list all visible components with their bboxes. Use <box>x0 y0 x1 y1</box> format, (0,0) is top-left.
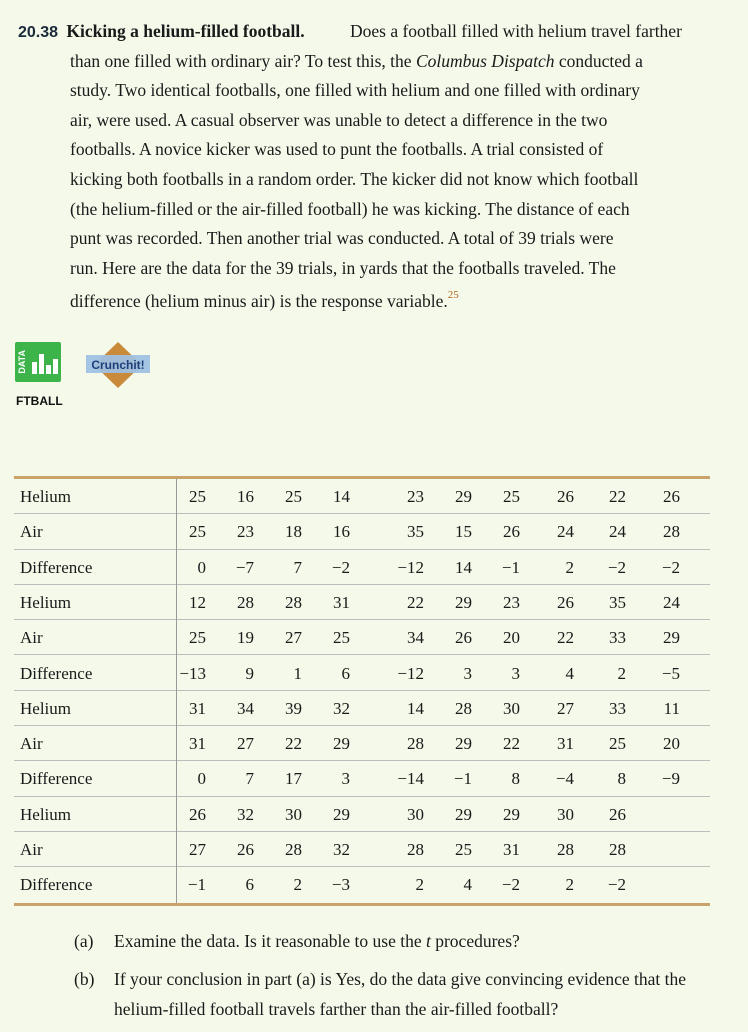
table-cell: 25 <box>189 487 206 506</box>
table-cell: −2 <box>661 557 680 577</box>
table-cell: −12 <box>397 663 424 683</box>
table-cell: 26 <box>455 628 472 648</box>
table-cell: 3 <box>341 769 350 789</box>
table-cell: 30 <box>557 804 574 824</box>
table-cell: 28 <box>455 698 472 718</box>
table-cell: 32 <box>237 804 254 824</box>
table-cell: −14 <box>397 769 424 789</box>
row-label: Difference <box>20 557 93 577</box>
table-row <box>14 761 710 796</box>
table-cell: 4 <box>565 663 574 683</box>
table-cell: 34 <box>237 698 254 718</box>
table-cell: 29 <box>455 734 472 754</box>
table-cell: 31 <box>189 734 206 754</box>
table-cell: 25 <box>503 487 520 506</box>
table-cell: 2 <box>617 663 626 683</box>
table-cell: 26 <box>557 592 574 612</box>
table-cell: 29 <box>333 804 350 824</box>
table-cell: 23 <box>503 592 520 612</box>
table-cell: 6 <box>245 875 254 895</box>
table-cell: 0 <box>197 557 206 577</box>
table-row <box>14 797 710 832</box>
row-label: Helium <box>20 804 71 824</box>
table-cell: 28 <box>609 840 626 859</box>
table-cell: 6 <box>341 663 350 683</box>
table-cell: −2 <box>607 875 626 895</box>
question-b <box>74 964 714 1024</box>
question-a <box>74 926 714 956</box>
table-cell: 32 <box>333 840 350 859</box>
table-row <box>14 550 710 585</box>
table-cell: 26 <box>663 487 680 506</box>
table-cell: 35 <box>407 522 424 542</box>
table-cell: 3 <box>511 663 520 683</box>
crunchit-icon[interactable] <box>82 340 154 390</box>
dataset-name: FTBALL <box>16 394 63 408</box>
table-cell: 19 <box>237 628 254 648</box>
table-cell: 1 <box>293 663 302 683</box>
table-cell: 23 <box>407 487 424 506</box>
footnote-marker: 25 <box>447 289 459 302</box>
problem-line: Does a football filled with helium travel farther <box>350 21 682 41</box>
table-cell: 22 <box>609 487 626 506</box>
table-cell: 30 <box>503 698 520 718</box>
table-cell: 22 <box>557 628 574 648</box>
question-label: (b) <box>74 969 95 989</box>
table-cell: 20 <box>663 734 680 754</box>
table-cell: 26 <box>237 840 254 859</box>
table-cell: 28 <box>285 592 302 612</box>
table-cell: 22 <box>503 734 520 754</box>
table-cell: 2 <box>565 557 574 577</box>
table-row <box>14 656 710 691</box>
table-cell: 7 <box>293 557 302 577</box>
problem-line: footballs. A novice kicker was used to punt the footballs. A trial consisted of <box>70 139 604 160</box>
table-cell: 23 <box>237 522 254 542</box>
table-row <box>14 832 710 867</box>
table-row <box>14 585 710 620</box>
question-label: (a) <box>74 931 94 951</box>
table-cell: 27 <box>237 734 254 754</box>
label-divider <box>176 479 177 903</box>
table-cell: 12 <box>189 592 206 612</box>
table-cell: −2 <box>501 875 520 895</box>
table-cell: 30 <box>285 804 302 824</box>
table-cell: 0 <box>197 769 206 789</box>
table-cell: 3 <box>463 663 472 683</box>
table-cell: 30 <box>407 804 424 824</box>
table-cell: 39 <box>285 698 302 718</box>
table-cell: 24 <box>557 522 574 542</box>
table-cell: 18 <box>285 522 302 542</box>
table-cell: 15 <box>455 522 472 542</box>
table-cell: 35 <box>609 592 626 612</box>
table-cell: 9 <box>245 663 254 683</box>
table-row <box>14 726 710 761</box>
table-cell: 28 <box>557 840 574 859</box>
table-cell: 2 <box>565 875 574 895</box>
table-cell: 26 <box>503 522 520 542</box>
table-cell: 29 <box>333 734 350 754</box>
table-cell: 20 <box>503 628 520 648</box>
row-label: Helium <box>20 487 71 506</box>
question-text: Examine the data. Is it reasonable to use the t procedures? <box>114 931 520 951</box>
table-cell: 29 <box>455 804 472 824</box>
table-cell: −1 <box>501 557 520 577</box>
table-cell: 27 <box>557 698 574 718</box>
table-cell: −3 <box>331 875 350 895</box>
table-bottom-rule <box>14 903 710 906</box>
table-cell: 25 <box>609 734 626 754</box>
problem-line: kicking both footballs in a random order. The kicker did not know which football <box>70 168 639 189</box>
table-cell: 26 <box>189 804 206 824</box>
table-cell: 28 <box>407 734 424 754</box>
table-cell: −2 <box>331 557 350 577</box>
table-cell: −12 <box>397 557 424 577</box>
table-cell: 28 <box>285 840 302 859</box>
table-cell: 25 <box>333 628 350 648</box>
table-cell: 24 <box>609 522 626 542</box>
table-cell: 27 <box>189 840 206 859</box>
table-cell: 14 <box>455 557 472 577</box>
table-cell: 2 <box>415 875 424 895</box>
table-cell: −1 <box>187 875 206 895</box>
table-cell: 11 <box>663 698 680 718</box>
table-cell: −2 <box>607 557 626 577</box>
table-cell: 4 <box>463 875 472 895</box>
data-icon-label: DATA <box>17 350 27 374</box>
table-cell: 25 <box>285 487 302 506</box>
row-label: Helium <box>20 698 71 718</box>
table-cell: 8 <box>511 769 520 789</box>
table-cell: 28 <box>237 592 254 612</box>
table-cell: 31 <box>189 698 206 718</box>
table-cell: 26 <box>557 487 574 506</box>
table-cell: 29 <box>455 487 472 506</box>
table-cell: −9 <box>661 769 680 789</box>
questions <box>74 926 714 1032</box>
table-cell: 25 <box>189 628 206 648</box>
table-cell: −4 <box>555 769 574 789</box>
table-cell: 31 <box>333 592 350 612</box>
table-cell: 2 <box>293 875 302 895</box>
table-cell: 24 <box>663 592 680 612</box>
table-row <box>14 479 710 514</box>
row-label: Air <box>20 840 43 859</box>
problem-body <box>18 17 718 317</box>
table-cell: 28 <box>663 522 680 542</box>
table-cell: 26 <box>609 804 626 824</box>
table-cell: 34 <box>407 628 424 648</box>
table-cell: 8 <box>617 769 626 789</box>
table-cell: 16 <box>333 522 350 542</box>
problem-title: Kicking a helium-filled football. <box>66 21 305 41</box>
table-cell: 33 <box>609 698 626 718</box>
table-cell: 22 <box>407 592 424 612</box>
table-cell: 14 <box>333 487 350 506</box>
problem-line: than one filled with ordinary air? To test this, the Columbus Dispatch conducted a <box>70 50 643 71</box>
row-label: Air <box>20 734 43 754</box>
table-cell: −13 <box>179 663 206 683</box>
table-cell: 31 <box>557 734 574 754</box>
row-label: Helium <box>20 592 71 612</box>
table-cell: 14 <box>407 698 424 718</box>
question-text: If your conclusion in part (a) is Yes, do the data give convincing evidence that the helium-filled football travels farther than the air-filled football? <box>114 969 686 1019</box>
table-row <box>14 867 710 902</box>
row-label: Air <box>20 522 43 542</box>
table-cell: 32 <box>333 698 350 718</box>
table-row <box>14 691 710 726</box>
crunchit-label: Crunchit! <box>91 358 145 372</box>
table-cell: 27 <box>285 628 302 648</box>
table-cell: −5 <box>661 663 680 683</box>
table-cell: 33 <box>609 628 626 648</box>
table-cell: 29 <box>503 804 520 824</box>
table-row <box>14 620 710 655</box>
table-cell: 29 <box>455 592 472 612</box>
table-cell: 7 <box>245 769 254 789</box>
table-cell: 17 <box>285 769 302 789</box>
table-cell: 16 <box>237 487 254 506</box>
row-label: Air <box>20 628 43 648</box>
problem-line: difference (helium minus air) is the response variable.$^{25}$ <box>70 289 459 312</box>
row-label: Difference <box>20 663 93 683</box>
table-cell: 25 <box>455 840 472 859</box>
row-label: Difference <box>20 769 93 789</box>
problem-line: study. Two identical footballs, one filled with helium and one filled with ordinary <box>70 80 640 101</box>
table-cell: 22 <box>285 734 302 754</box>
row-label: Difference <box>20 875 93 895</box>
table-cell: 31 <box>503 840 520 859</box>
problem-line: punt was recorded. Then another trial was conducted. A total of 39 trials were <box>70 228 614 249</box>
problem-line: run. Here are the data for the 39 trials, in yards that the footballs traveled. The <box>70 257 616 278</box>
table-cell: 28 <box>407 840 424 859</box>
table-cell: 29 <box>663 628 680 648</box>
problem-line: (the helium-filled or the air-filled football) he was kicking. The distance of each <box>70 198 630 219</box>
table-cell: −1 <box>453 769 472 789</box>
problem-line: air, were used. A casual observer was unable to detect a difference in the two <box>70 109 608 130</box>
data-icon[interactable] <box>15 342 61 382</box>
problem-number: 20.38 <box>18 24 59 41</box>
table-cell: −7 <box>235 557 254 577</box>
table-row <box>14 514 710 549</box>
table-cell: 25 <box>189 522 206 542</box>
